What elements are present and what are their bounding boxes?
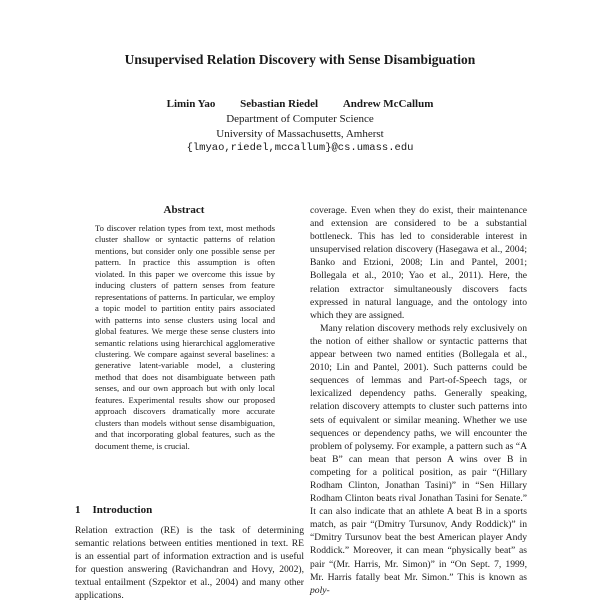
email-address: {lmyao,riedel,mccallum}@cs.umass.edu xyxy=(186,142,414,154)
abstract-body: To discover relation types from text, most methods cluster shallow or syntactic patterns of relation mentions, but consider only one possible sense per pattern. In practice this assumption is often violated. In this paper we overcome this issue by inducing clusters of pattern senses from feature representations of patterns. In particular, we employ a topic model to partition entity pairs associated with patterns into sense clusters using local and global features. We merge these sense clusters into semantic relations using hierarchical agglomerative clustering. We compare against several baselines: a generative latent-variable model, a clustering method that does not disambiguate between path senses, and our own approach but with only local features. Experimental results show our proposed approach discovers dramatically more accurate clusters than models without sense disambiguation, and that incorporating global features, such as the document theme, is crucial. xyxy=(95,223,275,451)
intro-paragraph: Relation extraction (RE) is the task of determining semantic relations between entities mentioned in text. RE is an essential part of information extraction and is useful for question answering (Ravichandran and Hovy, 2002), textual entailment (Szpektor et al., 2004) and many other applications. xyxy=(75,525,304,601)
department: Department of Computer Science xyxy=(226,113,374,125)
section-number: 1 xyxy=(75,504,81,516)
paper-title: Unsupervised Relation Discovery with Sense Disambiguation xyxy=(124,52,476,67)
right-column xyxy=(310,204,527,597)
paragraph-italic-text: poly- xyxy=(310,584,330,596)
affiliation-block xyxy=(0,112,600,156)
author-name: Andrew McCallum xyxy=(342,98,434,110)
abstract-heading: Abstract xyxy=(163,204,205,216)
paragraph xyxy=(310,322,527,597)
author-name: Limin Yao xyxy=(166,98,216,110)
university: University of Massachusetts, Amherst xyxy=(216,127,384,140)
paragraph: coverage. Even when they do exist, their maintenance and extension are considered to be a substantial bottleneck. This has led to considerable interest in unsupervised relation discovery (Hasegawa et al., 2004; Banko and Etzioni, 2008; Lin and Pantel, 2001; Bollegala et al., 2010; Yao et al., 2011). Here, the relation extractor simultaneously discovers facts expressed in natural language, and the ontology into which they are assigned. xyxy=(310,205,527,321)
section-heading xyxy=(75,504,152,516)
author-list xyxy=(0,98,600,110)
author-name: Sebastian Riedel xyxy=(240,98,319,110)
section-title: Introduction xyxy=(92,504,153,516)
paragraph-text: Many relation discovery methods rely exclusively on the notion of either shallow or syntactic patterns that appear between two named entities (Bollegala et al., 2010; Lin and Pantel, 2001). Such patterns could be sequences of lemmas and Part-of-Speech tags, or lexicalized dependency paths. Generally speaking, relation discovery attempts to cluster such patterns into sets of equivalent or similar meaning. Whether we use sequences or dependency paths, we will encounter the problem of polysemy. For example, a pattern such as “A beat B” can mean that person A wins over B in competing for a political position, as pair “(Hillary Rodham Clinton, Jonathan Tasini)” in “Sen Hillary Rodham Clinton beats rival Jonathan Tasini for Senate.” It can also indicate that an athlete A beat B in a sports match, as pair “(Dmitry Tursunov, Andy Roddick)” in “Dmitry Tursunov beat the best American player Andy Roddick.” Moreover, it can mean “physically beat” as pair “(Mr. Harris, Mr. Simon)” in “On Sept. 7, 1999, Mr. Harris fatally beat Mr. Simon.” This is known as xyxy=(310,322,527,583)
